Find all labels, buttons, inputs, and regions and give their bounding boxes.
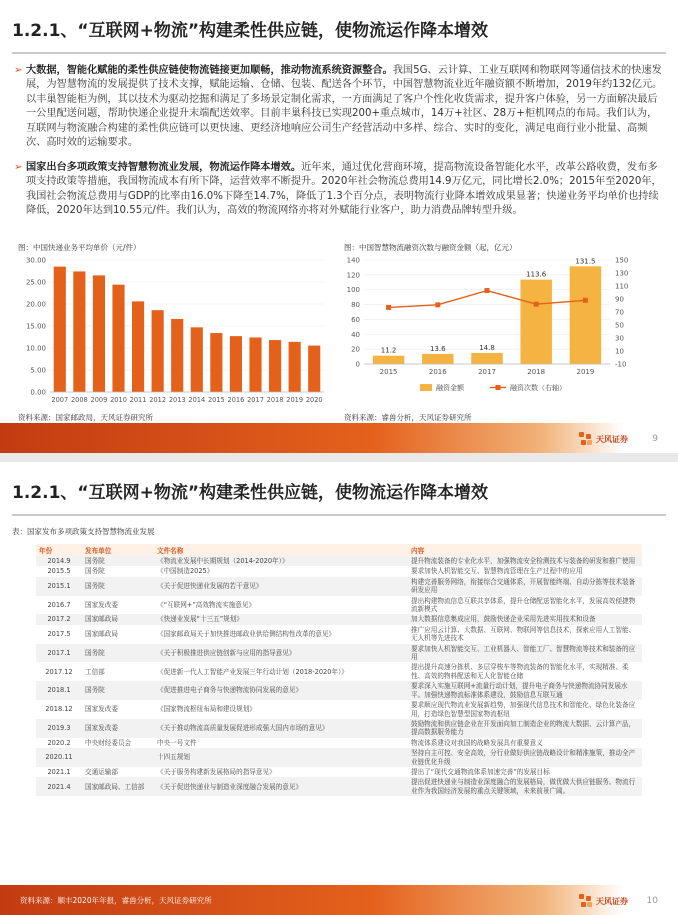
cell-dept: 国家邮政局 <box>85 630 118 639</box>
table-row <box>36 596 642 615</box>
bar-2012 <box>152 310 164 392</box>
y-right-tick-label: 130 <box>615 269 629 278</box>
table-row <box>36 556 642 566</box>
table-row <box>36 577 642 596</box>
bar-2013 <box>171 319 183 392</box>
bar-2019 <box>570 266 601 364</box>
cell-content: 推广应用云计算、大数据、互联网、物联网等信息技术，探索应用人工智能、无人机等先进技术 <box>411 625 636 643</box>
y-tick-label: 30.00 <box>25 256 46 265</box>
cell-dept: 国务院 <box>82 577 154 596</box>
cell-content: 提出促进快递业与制造业深度融合的发展格局，做优做大供应链服务。物流行业作为我国经济发展的重点关键领域，未来前景广阔。 <box>408 777 642 796</box>
table-row <box>36 566 642 576</box>
cell-file: 十四五规划 <box>154 748 408 767</box>
bar-2007 <box>54 267 66 392</box>
cell-content: 要求加快人机智能交互、智慧物流管理在生产过程中的应用 <box>411 567 583 576</box>
financing-chart <box>338 252 638 408</box>
cell-year: 2016.7 <box>47 600 71 609</box>
x-tick-label: 2010 <box>110 396 127 404</box>
bar-2017 <box>249 337 261 392</box>
logo-text: 天风证券 <box>596 434 628 444</box>
cell-content: 坚持自主可控、安全高效，分行业做好供应链战略设计和精准施策，推动全产业链优化升级 <box>408 748 642 767</box>
bar-2014 <box>191 327 203 392</box>
table-row <box>36 767 642 777</box>
y-left-tick-label: 140 <box>346 256 360 265</box>
x-tick-label: 2018 <box>266 396 284 404</box>
y-tick-label: 15.00 <box>25 322 46 331</box>
table-caption: 表：国家发布多项政策支持智慧物流业发展 <box>12 527 155 536</box>
cell-content: 构建完善服务网络，衔接综合交通体系，开展智能终端、自动分拣等技术装备研发应用 <box>408 577 642 596</box>
cell-dept: 国家邮政局 <box>82 614 154 624</box>
line-point-2015 <box>386 305 391 310</box>
bar-2015 <box>373 356 404 364</box>
bar-2010 <box>112 285 124 392</box>
cell-dept: 交通运输部 <box>85 767 118 776</box>
y-left-tick-label: 60 <box>351 315 360 324</box>
cell-year: 2019.3 <box>36 719 82 738</box>
logo-text: 天风证券 <box>596 896 628 906</box>
cell-content: 要求加快人机智能交互、工业机器人、智能工厂、智慧物流等技术和装备的应用 <box>408 644 642 663</box>
y-right-tick-label: 150 <box>615 256 629 265</box>
cell-dept <box>82 748 154 767</box>
page-title: 1.2.1、“互联网+物流”构建柔性供应链，使物流运作降本增效 <box>12 21 488 41</box>
line-point-2018 <box>534 302 539 307</box>
cell-year: 2015.1 <box>36 577 82 596</box>
bullet-big-data <box>14 64 666 150</box>
cell-content: 鼓励物流和供应链企业在开发面向加工制造企业的物流大数据、云计算产品，提高数据服务能力 <box>408 719 642 738</box>
x-tick-label: 2008 <box>70 396 88 404</box>
cell-content: 要求顺应现代物流业发展新趋势，加强现代信息技术和智能化、绿色化装备应用，打造绿色智慧型国家物流枢纽 <box>411 701 636 718</box>
line-point-2016 <box>435 302 440 307</box>
cell-file: 《中国制造2025》 <box>157 567 214 576</box>
cell-file: 《关于积极推进供应链创新与应用的指导意见》 <box>154 644 408 663</box>
source-right: 资料来源：睿兽分析，天风证券研究所 <box>344 413 472 422</box>
bar-value-label: 13.6 <box>430 344 446 353</box>
cell-dept: 国务院 <box>82 644 154 663</box>
bullet-lead: 国家出台多项政策支持智慧物流业发展，物流运作降本增效。 <box>26 162 302 173</box>
cell-file: 《国家邮政局关于加快推进邮政业供给侧结构性改革的意见》 <box>157 630 336 639</box>
cell-dept: 国家发改委 <box>85 600 118 609</box>
cell-year: 2017.12 <box>45 667 73 676</box>
y-right-tick-label: 30 <box>615 334 624 343</box>
bar-2018 <box>269 340 281 392</box>
x-tick-label: 2017 <box>247 396 264 404</box>
x-tick-label: 2014 <box>188 396 206 404</box>
table-row <box>36 738 642 748</box>
cell-content: 要求深入实施互联网+流量行动计划，提升电子商务与快递物流协同发展水平。加强快递物流标准体系建设，鼓励信息互联互通 <box>408 681 642 700</box>
y-left-tick-label: 100 <box>346 286 360 295</box>
y-tick-label: 0.00 <box>30 388 46 397</box>
brand-logo <box>579 894 628 908</box>
bar-2016 <box>422 354 453 364</box>
header-file: 文件名称 <box>154 544 408 556</box>
line-point-2019 <box>583 298 588 303</box>
cell-file: 《国家物流枢纽布局和建设规划》 <box>157 705 256 714</box>
footer-bar <box>0 423 678 453</box>
cell-file: 《关于促进快递业与制造业深度融合发展的意见》 <box>154 777 408 796</box>
cell-file: 《促进推进电子商务与快递物流协同发展的意见》 <box>154 681 408 700</box>
table-row <box>36 614 642 624</box>
table-row <box>36 777 642 796</box>
header-year: 年份 <box>36 544 82 556</box>
table-row <box>36 681 642 700</box>
bullet-text: 近年来，通过优化营商环境，提高物流设备智能化水平，改革公路收费，发布多项支持政策等措施，我国物流成本有所下降，运营效率不断提升。2020年社会物流总费用14.9万亿元，同比增长2.0%；2015年至2020年，我国社会物流总费用与GDP的比率由16.0%下降至14.7%，降低了1.3个百分点，表明物流行业降本增效成果显著；快递业务平均单价也持续降低，2020年达到10.55元/件。我们认为，高效的物流网络亦将对外赋能行业客户，助力消费品牌转型升级。 <box>26 162 662 217</box>
cell-year: 2020.11 <box>36 748 82 767</box>
x-tick-label: 2020 <box>305 396 323 404</box>
bar-value-label: 14.8 <box>479 344 495 353</box>
y-tick-label: 5.00 <box>30 366 46 375</box>
x-tick-label: 2019 <box>576 368 595 376</box>
bar-2017 <box>471 353 502 364</box>
cell-dept: 中央财经委员会 <box>85 738 132 747</box>
cell-content: 提出提升高速分拣机、多层穿梭车等物流装备的智能化水平，实现精准、柔性、高效的物料配送和无人化智能仓储 <box>411 663 629 680</box>
x-tick-label: 2007 <box>51 396 69 404</box>
cell-content: 提出构建物流信息互联共享体系，提升仓储配送智能化水平，发展高效便捷物流新模式 <box>411 596 636 614</box>
bar-2019 <box>289 342 301 392</box>
cell-year: 2017.5 <box>47 630 71 639</box>
table-row <box>36 644 642 663</box>
cell-dept: 国家发改委 <box>82 719 154 738</box>
page-number: 9 <box>652 434 658 444</box>
page-number: 10 <box>646 896 658 906</box>
cell-year: 2018.1 <box>36 681 82 700</box>
bar-value-label: 11.2 <box>380 346 397 355</box>
x-tick-label: 2011 <box>129 396 147 404</box>
bar-2008 <box>73 271 85 392</box>
bar-value-label: 131.5 <box>575 257 596 266</box>
y-left-tick-label: 0 <box>355 360 360 369</box>
cell-dept: 国家发改委 <box>85 705 118 714</box>
chart-left-title: 图：中国快递业务平均单价（元/件） <box>18 243 141 252</box>
cell-file: 中央一号文件 <box>157 738 197 747</box>
cell-year: 2018.12 <box>45 705 73 714</box>
cell-content: 提出了“现代交通物流体系加速完善”的发展目标 <box>411 767 550 776</box>
slide-page-10 <box>0 462 678 915</box>
y-right-tick-label: 10 <box>615 347 624 356</box>
cell-file: 《关于服务构建新发展格局的指导意见》 <box>157 767 276 776</box>
y-right-tick-label: 110 <box>615 282 629 291</box>
cell-file: 《物流业发展中长期规划（2014-2020年）》 <box>154 556 408 566</box>
legend-label-line: 融资次数（右轴） <box>510 384 566 392</box>
y-left-tick-label: 80 <box>351 301 360 310</box>
cell-content: 物流体系建设对我国的战略发展具有重要意义 <box>411 738 543 747</box>
source-note: 资料来源：顺丰2020年年报，睿兽分析，天风证券研究所 <box>20 896 212 905</box>
x-tick-label: 2015 <box>207 396 225 404</box>
y-right-tick-label: 70 <box>615 308 624 317</box>
bullet-lead: 大数据，智能化赋能的柔性供应链使物流链接更加顺畅，推动物流系统资源整合。 <box>26 65 393 76</box>
cell-content: 加大数据信息集成应用，鼓励快递企业采用先进实用技术和设备 <box>408 614 642 624</box>
y-left-tick-label: 20 <box>351 345 360 354</box>
logo-icon <box>579 894 593 908</box>
x-tick-label: 2018 <box>527 368 546 376</box>
y-tick-label: 10.00 <box>25 344 46 353</box>
bullet-text: 我国5G、云计算、工业互联网和物联网等通信技术的快速发展，为智慧物流的发展提供了技术支撑，赋能运输、仓储、包装、配送各个环节，中国智慧物流业近年融资额不断增加，2019年约132亿元。以丰巢智能柜为例，其以技术为驱动挖掘和满足了多场景定制化需求，一方面满足了客户个性化收货需求，提升客户体验，另一方面解决最后一公里配送问题，帮助快递企业提升末端配送效率。目前丰巢科技已实现200+重点城市，14万+社区、28万+柜机网点的布局。我们认为，互联网与物流融合构建的柔性供应链可以更快速、更经济地响应公司生产经营活动中多样、综合、实时的变化，满足电商行业小批量、高频次、高时效的运输要求。 <box>26 65 663 149</box>
chart-right-title: 图：中国智慧物流融资次数与融资金额（起，亿元） <box>344 243 517 252</box>
header-content: 内容 <box>408 544 642 556</box>
x-tick-label: 2019 <box>286 396 304 404</box>
title-divider <box>12 52 666 54</box>
table-row <box>36 662 642 681</box>
brand-logo <box>579 432 628 446</box>
cell-file: 《“互联网+”高效物流实施意见》 <box>157 600 256 609</box>
cell-year: 2021.4 <box>36 777 82 796</box>
x-tick-label: 2015 <box>379 368 398 376</box>
y-right-tick-label: 90 <box>615 295 624 304</box>
policy-table-body <box>36 556 642 796</box>
cell-dept: 国务院 <box>82 556 154 566</box>
cell-year: 2014.9 <box>36 556 82 566</box>
cell-file: 《关于推动物流高质量发展促进形成强大国内市场的意见》 <box>154 719 408 738</box>
cell-dept: 国家邮政局、工信部 <box>82 777 154 796</box>
cell-content: 提升物流装备的专业化水平，加强物流安全检测技术与装备的研发和推广使用 <box>408 556 642 566</box>
table-row <box>36 748 642 767</box>
slide-page-9 <box>0 0 678 453</box>
cell-year: 2021.1 <box>47 767 71 776</box>
table-header-row <box>36 544 642 556</box>
cell-year: 2017.2 <box>36 614 82 624</box>
table-row <box>36 700 642 719</box>
y-right-tick-label: -10 <box>615 360 627 369</box>
bullet-policy <box>14 161 666 219</box>
legend-marker-line <box>496 385 501 390</box>
title-divider <box>12 514 666 516</box>
x-tick-label: 2016 <box>428 368 447 376</box>
cell-year: 2017.1 <box>36 644 82 663</box>
x-tick-label: 2012 <box>149 396 167 404</box>
bar-2018 <box>520 280 551 364</box>
cell-file: 《关于促进快递业发展的若干意见》 <box>154 577 408 596</box>
legend-swatch-bar <box>420 384 432 391</box>
y-right-tick-label: 50 <box>615 321 624 330</box>
y-left-tick-label: 120 <box>346 271 360 280</box>
bar-2011 <box>132 301 144 392</box>
x-tick-label: 2017 <box>478 368 496 376</box>
express-unit-price-chart <box>14 254 330 410</box>
x-tick-label: 2009 <box>90 396 108 404</box>
bar-2015 <box>210 333 222 392</box>
cell-file: 《促进新一代人工智能产业发展三年行动计划（2018-2020年）》 <box>157 667 348 676</box>
bar-2020 <box>308 346 320 392</box>
cell-year: 2020.2 <box>47 738 71 747</box>
policy-table <box>36 544 642 796</box>
table-row <box>36 719 642 738</box>
y-tick-label: 25.00 <box>25 278 46 287</box>
bullet-arrow-icon: ➢ <box>14 65 23 76</box>
header-dept: 发布单位 <box>82 544 154 556</box>
bar-2009 <box>93 275 105 392</box>
y-tick-label: 20.00 <box>25 300 46 309</box>
page-title: 1.2.1、“互联网+物流”构建柔性供应链，使物流运作降本增效 <box>12 483 488 503</box>
cell-dept: 国务院 <box>85 567 105 576</box>
legend-label-bar: 融资金额 <box>436 384 464 392</box>
logo-icon <box>579 432 593 446</box>
cell-dept: 国务院 <box>82 681 154 700</box>
cell-file: 《快递业发展“十三五”规划》 <box>154 614 408 624</box>
bar-2016 <box>230 336 242 392</box>
bar-value-label: 113.6 <box>526 270 547 279</box>
line-point-2017 <box>485 288 490 293</box>
source-left: 资料来源：国家邮政局，天风证券研究所 <box>18 413 153 422</box>
x-tick-label: 2013 <box>168 396 186 404</box>
bullet-arrow-icon: ➢ <box>14 162 23 173</box>
cell-year: 2015.5 <box>47 567 71 576</box>
y-left-tick-label: 40 <box>351 330 360 339</box>
series-line-count <box>389 291 586 308</box>
table-row <box>36 625 642 644</box>
x-tick-label: 2016 <box>227 396 245 404</box>
cell-dept: 工信部 <box>85 667 105 676</box>
